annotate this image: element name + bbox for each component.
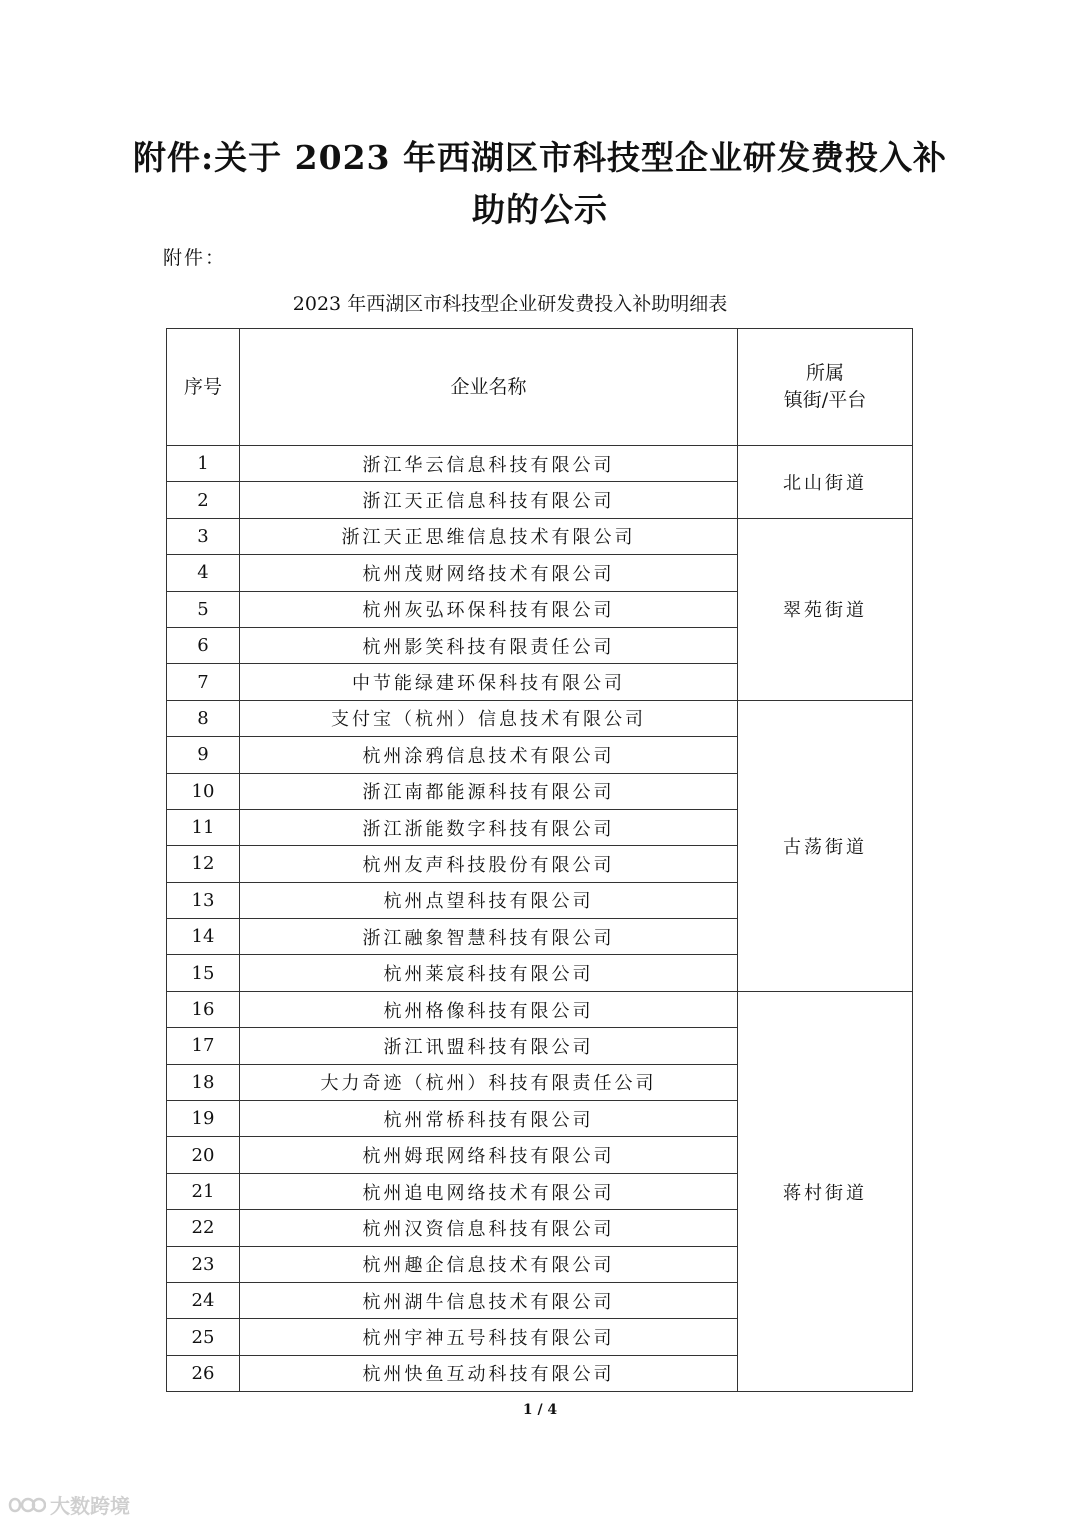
table-row — [167, 518, 913, 554]
header-region-line2: 镇街/平台 — [783, 389, 867, 411]
row-index: 22 — [167, 1210, 240, 1246]
row-index: 15 — [167, 955, 240, 991]
row-index: 14 — [167, 919, 240, 955]
region-cell: 翠苑街道 — [738, 518, 913, 700]
company-name: 浙江南都能源科技有限公司 — [240, 773, 738, 809]
company-name: 杭州点望科技有限公司 — [240, 882, 738, 918]
page-number: 1 / 4 — [522, 1402, 558, 1418]
company-name: 浙江浙能数字科技有限公司 — [240, 809, 738, 845]
row-index: 8 — [167, 700, 240, 736]
company-name: 杭州茂财网络技术有限公司 — [240, 555, 738, 591]
header-index: 序号 — [167, 329, 240, 446]
company-name: 杭州湖牛信息技术有限公司 — [240, 1282, 738, 1318]
watermark — [6, 1490, 130, 1519]
row-index: 23 — [167, 1246, 240, 1282]
row-index: 12 — [167, 846, 240, 882]
company-name: 杭州格像科技有限公司 — [240, 991, 738, 1027]
row-index: 7 — [167, 664, 240, 700]
company-name: 杭州灰弘环保科技有限公司 — [240, 591, 738, 627]
company-name: 浙江讯盟科技有限公司 — [240, 1028, 738, 1064]
company-name: 浙江天正思维信息技术有限公司 — [240, 518, 738, 554]
row-index: 26 — [167, 1355, 240, 1391]
region-cell: 蒋村街道 — [738, 991, 913, 1391]
row-index: 4 — [167, 555, 240, 591]
row-index: 17 — [167, 1028, 240, 1064]
header-region — [738, 329, 913, 446]
table-body — [167, 446, 913, 1392]
row-index: 21 — [167, 1173, 240, 1209]
company-name: 浙江融象智慧科技有限公司 — [240, 919, 738, 955]
company-name: 杭州汉资信息科技有限公司 — [240, 1210, 738, 1246]
row-index: 10 — [167, 773, 240, 809]
company-name: 浙江天正信息科技有限公司 — [240, 482, 738, 518]
watermark-text: 大数跨境 — [50, 1494, 130, 1518]
attachment-label: 附件： — [163, 247, 227, 269]
row-index: 13 — [167, 882, 240, 918]
company-name: 杭州常桥科技有限公司 — [240, 1101, 738, 1137]
row-index: 11 — [167, 809, 240, 845]
row-index: 24 — [167, 1282, 240, 1318]
row-index: 6 — [167, 627, 240, 663]
table-row — [167, 446, 913, 482]
row-index: 25 — [167, 1319, 240, 1355]
company-name: 杭州涂鸦信息技术有限公司 — [240, 737, 738, 773]
company-name: 浙江华云信息科技有限公司 — [240, 446, 738, 482]
company-name: 杭州姆珉网络科技有限公司 — [240, 1137, 738, 1173]
row-index: 3 — [167, 518, 240, 554]
document-title — [120, 132, 960, 236]
company-name: 大力奇迹（杭州）科技有限责任公司 — [240, 1064, 738, 1100]
company-name: 杭州宇神五号科技有限公司 — [240, 1319, 738, 1355]
company-name: 杭州莱宸科技有限公司 — [240, 955, 738, 991]
row-index: 20 — [167, 1137, 240, 1173]
table-row — [167, 700, 913, 736]
company-name: 杭州趣企信息技术有限公司 — [240, 1246, 738, 1282]
company-name: 杭州影笑科技有限责任公司 — [240, 627, 738, 663]
company-name: 支付宝（杭州）信息技术有限公司 — [240, 700, 738, 736]
subsidy-table — [166, 328, 913, 1392]
region-cell: 北山街道 — [738, 446, 913, 519]
company-name: 中节能绿建环保科技有限公司 — [240, 664, 738, 700]
company-name: 杭州快鱼互动科技有限公司 — [240, 1355, 738, 1391]
table-title: 2023 年西湖区市科技型企业研发费投入补助明细表 — [292, 293, 728, 315]
header-region-line1: 所属 — [805, 362, 844, 384]
row-index: 18 — [167, 1064, 240, 1100]
row-index: 1 — [167, 446, 240, 482]
header-company: 企业名称 — [240, 329, 738, 446]
row-index: 9 — [167, 737, 240, 773]
document-title-line1: 附件:关于 2023 年西湖区市科技型企业研发费投入补 — [132, 138, 947, 177]
row-index: 19 — [167, 1101, 240, 1137]
watermark-logo-icon — [6, 1493, 46, 1517]
company-name: 杭州友声科技股份有限公司 — [240, 846, 738, 882]
row-index: 5 — [167, 591, 240, 627]
company-name: 杭州追电网络技术有限公司 — [240, 1173, 738, 1209]
row-index: 2 — [167, 482, 240, 518]
row-index: 16 — [167, 991, 240, 1027]
document-title-line2: 助的公示 — [472, 190, 608, 229]
table-header-row — [167, 329, 913, 446]
table-row — [167, 991, 913, 1027]
region-cell: 古荡街道 — [738, 700, 913, 991]
